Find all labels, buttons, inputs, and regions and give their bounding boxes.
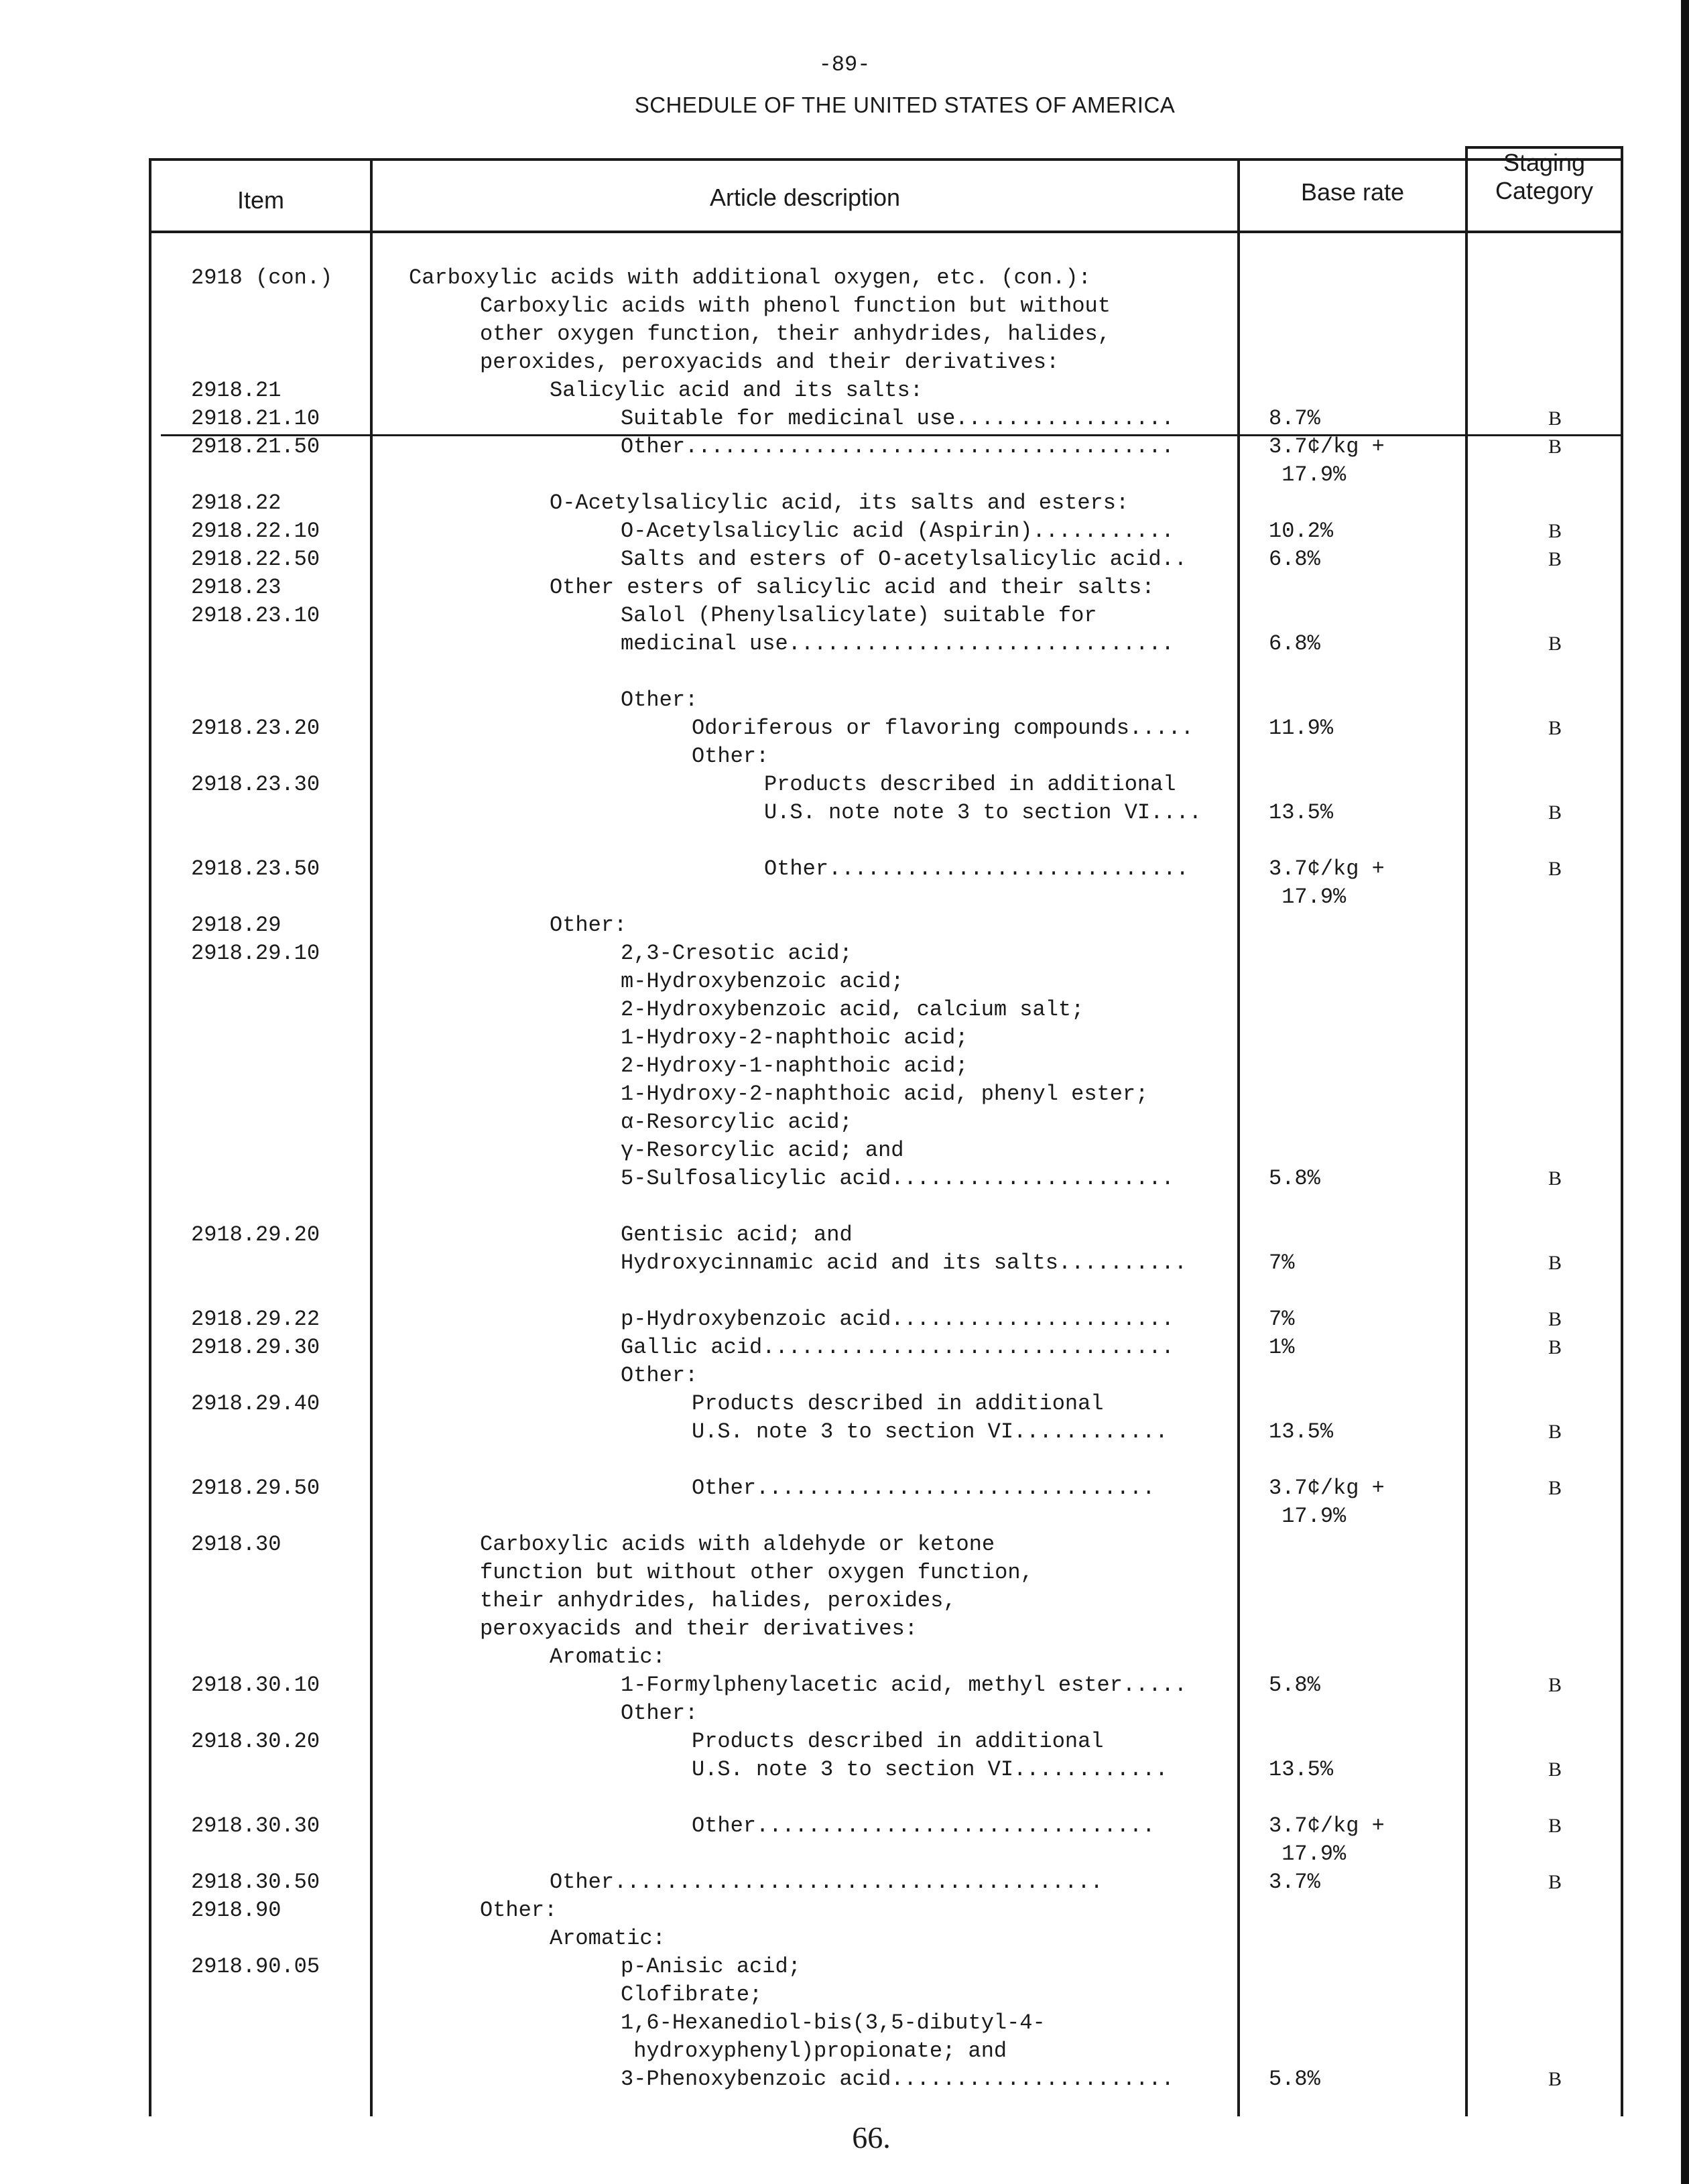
article-description: Products described in additional	[692, 1391, 1104, 1416]
item-number: 2918.23.10	[191, 603, 320, 628]
base-rate: 7%	[1269, 1250, 1295, 1275]
column-header-staging: Staging Category	[1495, 149, 1594, 204]
staging-category: B	[1548, 801, 1562, 824]
item-number: 2918.29	[191, 913, 282, 938]
base-rate: 3.7¢/kg + 17.9%	[1269, 434, 1385, 487]
staging-category: B	[1548, 520, 1562, 542]
article-description: Other:	[621, 1363, 698, 1388]
staging-category: B	[1548, 1758, 1562, 1781]
staging-category: B	[1548, 1252, 1562, 1274]
staging-category: B	[1548, 1815, 1562, 1837]
article-description: peroxyacids and their derivatives:	[480, 1616, 918, 1641]
base-rate: 1%	[1269, 1335, 1295, 1360]
item-number: 2918.30.10	[191, 1673, 320, 1697]
staging-category: B	[1548, 407, 1562, 430]
column-header-item: Item	[237, 186, 284, 214]
item-number: 2918.21.50	[191, 434, 320, 459]
article-description: medicinal use..............................	[621, 631, 1174, 656]
scan-edge	[1681, 0, 1689, 2184]
article-description: Other...............................	[692, 1813, 1155, 1838]
article-description: U.S. note 3 to section VI............	[692, 1419, 1168, 1444]
article-description: Other...............................	[692, 1476, 1155, 1500]
base-rate: 6.8%	[1269, 631, 1320, 656]
article-description: Salts and esters of O-acetylsalicylic acid..	[621, 547, 1187, 572]
staging-category: B	[1548, 633, 1562, 655]
base-rate: 10.2%	[1269, 519, 1334, 543]
article-description: Carboxylic acids with phenol function but without	[480, 294, 1111, 318]
article-description: α-Resorcylic acid;	[621, 1110, 853, 1135]
article-description: Other:	[550, 913, 627, 938]
base-rate: 8.7%	[1269, 406, 1320, 431]
base-rate: 5.8%	[1269, 2067, 1320, 2092]
base-rate: 5.8%	[1269, 1673, 1320, 1697]
article-description: Odoriferous or flavoring compounds.....	[692, 716, 1194, 741]
article-description: Products described in additional	[764, 772, 1176, 797]
article-description: Other:	[621, 1701, 698, 1726]
article-description: 1,6-Hexanediol-bis(3,5-dibutyl-4-	[621, 2010, 1046, 2035]
page-number: -89-	[818, 52, 871, 77]
staging-category: B	[1548, 1308, 1562, 1330]
item-column-divider	[370, 158, 373, 2116]
article-description: 1-Hydroxy-2-naphthoic acid, phenyl ester;	[621, 1082, 1149, 1106]
article-description: Gentisic acid; and	[621, 1222, 853, 1247]
column-header-base-rate: Base rate	[1300, 178, 1405, 206]
article-description: 2-Hydroxybenzoic acid, calcium salt;	[621, 997, 1084, 1022]
article-description: Aromatic:	[550, 1645, 666, 1669]
item-number: 2918.22.50	[191, 547, 320, 572]
article-description: O-Acetylsalicylic acid (Aspirin)...........	[621, 519, 1174, 543]
item-number: 2918.22.10	[191, 519, 320, 543]
article-description: O-Acetylsalicylic acid, its salts and esters:	[550, 491, 1129, 515]
item-number: 2918.23.30	[191, 772, 320, 797]
footer-page-number: 66.	[852, 2120, 891, 2155]
item-number: 2918.29.22	[191, 1307, 320, 1332]
article-description: 3-Phenoxybenzoic acid......................	[621, 2067, 1174, 2092]
article-description: Salol (Phenylsalicylate) suitable for	[621, 603, 1097, 628]
article-description: 5-Sulfosalicylic acid......................	[621, 1166, 1174, 1191]
rate-column-divider	[1465, 146, 1468, 2116]
item-number: 2918.22	[191, 491, 282, 515]
article-description: their anhydrides, halides, peroxides,	[480, 1588, 956, 1613]
article-description: U.S. note note 3 to section VI....	[764, 800, 1202, 825]
article-description: Gallic acid................................	[621, 1335, 1174, 1360]
base-rate: 3.7%	[1269, 1870, 1320, 1894]
staging-category: B	[1548, 1421, 1562, 1443]
article-description: peroxides, peroxyacids and their derivatives:	[480, 350, 1060, 375]
item-number: 2918.23	[191, 575, 282, 600]
base-rate: 13.5%	[1269, 800, 1334, 825]
staging-category: B	[1548, 1336, 1562, 1358]
base-rate: 13.5%	[1269, 1419, 1334, 1444]
base-rate: 7%	[1269, 1307, 1295, 1332]
base-rate: 3.7¢/kg + 17.9%	[1269, 1476, 1385, 1529]
item-number: 2918.29.30	[191, 1335, 320, 1360]
staging-category: B	[1548, 1477, 1562, 1499]
item-number: 2918.30	[191, 1532, 282, 1557]
staging-category: B	[1548, 858, 1562, 880]
staging-category: B	[1548, 1167, 1562, 1190]
description-column-divider	[1237, 158, 1240, 2116]
item-number: 2918.23.50	[191, 856, 320, 881]
item-number: 2918.21	[191, 378, 282, 403]
base-rate: 3.7¢/kg + 17.9%	[1269, 856, 1385, 909]
item-number: 2918.90	[191, 1898, 282, 1923]
article-description: 2,3-Cresotic acid;	[621, 941, 853, 966]
staging-category: B	[1548, 548, 1562, 570]
article-description: Other esters of salicylic acid and their salts:	[550, 575, 1155, 600]
article-description: Other:	[621, 688, 698, 712]
item-number: 2918.30.20	[191, 1729, 320, 1754]
article-description: 1-Hydroxy-2-naphthoic acid;	[621, 1025, 968, 1050]
staging-category: B	[1548, 1674, 1562, 1696]
article-description: other oxygen function, their anhydrides, halides,	[480, 322, 1111, 346]
column-header-description: Article description	[709, 184, 901, 211]
item-number: 2918.29.50	[191, 1476, 320, 1500]
base-rate: 6.8%	[1269, 547, 1320, 572]
article-description: p-Anisic acid;	[621, 1954, 801, 1979]
article-description: 2-Hydroxy-1-naphthoic acid;	[621, 1053, 968, 1078]
page-title: SCHEDULE OF THE UNITED STATES OF AMERICA	[634, 92, 1176, 117]
item-number: 2918.30.30	[191, 1813, 320, 1838]
staging-category: B	[1548, 2068, 1562, 2090]
item-number: 2918.29.40	[191, 1391, 320, 1416]
base-rate: 13.5%	[1269, 1757, 1334, 1782]
article-description: U.S. note 3 to section VI............	[692, 1757, 1168, 1782]
article-description: Aromatic:	[550, 1926, 666, 1951]
item-number: 2918.30.50	[191, 1870, 320, 1894]
article-description: m-Hydroxybenzoic acid;	[621, 969, 904, 994]
article-description: Hydroxycinnamic acid and its salts..........	[621, 1250, 1187, 1275]
item-number: 2918.90.05	[191, 1954, 320, 1979]
item-number: 2918.21.10	[191, 406, 320, 431]
article-description: Carboxylic acids with additional oxygen, etc. (con.):	[409, 265, 1091, 290]
item-number: 2918.29.10	[191, 941, 320, 966]
article-description: γ-Resorcylic acid; and	[621, 1138, 904, 1163]
article-description: Salicylic acid and its salts:	[550, 378, 923, 403]
base-rate: 5.8%	[1269, 1166, 1320, 1191]
table-right-border	[1621, 146, 1623, 2116]
article-description: p-Hydroxybenzoic acid......................	[621, 1307, 1174, 1332]
article-description: Other:	[692, 744, 769, 769]
article-description: Other......................................	[621, 434, 1174, 459]
base-rate: 11.9%	[1269, 716, 1334, 741]
article-description: Clofibrate;	[621, 1982, 763, 2007]
article-description: Suitable for medicinal use.................	[621, 406, 1174, 431]
item-number: 2918.23.20	[191, 716, 320, 741]
article-description: Products described in additional	[692, 1729, 1104, 1754]
staging-category: B	[1548, 717, 1562, 739]
table-left-border	[149, 158, 151, 2116]
article-description: Carboxylic acids with aldehyde or ketone	[480, 1532, 995, 1557]
article-description: Other............................	[764, 856, 1189, 881]
staging-category: B	[1548, 1871, 1562, 1893]
article-description: hydroxyphenyl)propionate; and	[621, 2039, 1007, 2063]
article-description: 1-Formylphenylacetic acid, methyl ester.....	[621, 1673, 1187, 1697]
article-description: Other......................................	[550, 1870, 1103, 1894]
staging-category: B	[1548, 436, 1562, 458]
article-description: function but without other oxygen function,	[480, 1560, 1034, 1585]
item-number: 2918 (con.)	[191, 265, 333, 290]
article-description: Other:	[480, 1898, 558, 1923]
item-number: 2918.29.20	[191, 1222, 320, 1247]
base-rate: 3.7¢/kg + 17.9%	[1269, 1813, 1385, 1866]
